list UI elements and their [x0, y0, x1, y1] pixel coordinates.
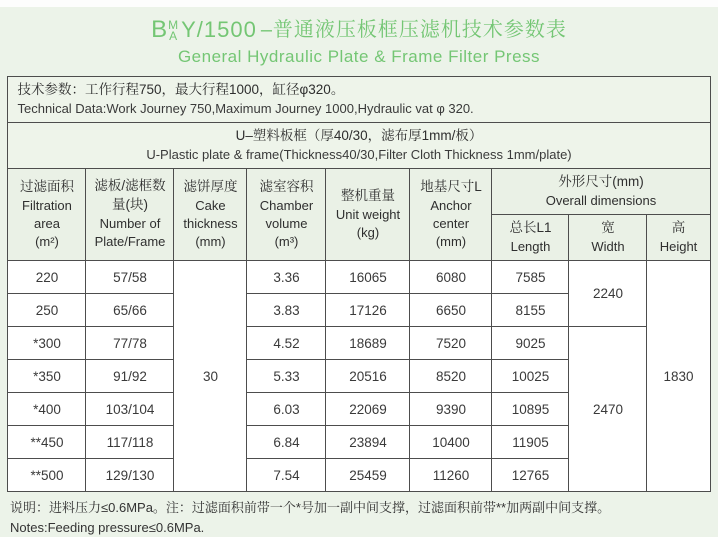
cell-width-top: 2240 — [569, 261, 647, 327]
cell-unit-weight: 18689 — [326, 327, 410, 360]
header-filtration-unit: (m²) — [35, 234, 59, 249]
col-header-length — [492, 214, 569, 260]
title-model-stack — [168, 20, 178, 42]
cell-filtration-area: **450 — [8, 426, 86, 459]
cell-length: 9025 — [492, 327, 569, 360]
cell-filtration-area: *350 — [8, 360, 86, 393]
title-prefix: B — [151, 16, 168, 43]
cell-plate-count: 91/92 — [86, 360, 174, 393]
cell-unit-weight: 17126 — [326, 294, 410, 327]
col-header-plate-count — [86, 168, 174, 260]
col-header-anchor-center — [410, 168, 492, 260]
cell-unit-weight: 25459 — [326, 459, 410, 492]
cell-anchor-center: 10400 — [410, 426, 492, 459]
header-plates-en2: Plate/Frame — [94, 234, 166, 250]
cell-filtration-area: 220 — [8, 261, 86, 294]
cell-anchor-center: 6080 — [410, 261, 492, 294]
col-header-chamber-volume — [247, 168, 326, 260]
cell-width-bottom: 2470 — [569, 327, 647, 492]
header-length-cn: 总长L1 — [509, 219, 552, 235]
col-header-width — [569, 214, 647, 260]
spec-table — [7, 76, 710, 492]
header-cake-cn: 滤饼厚度 — [183, 178, 238, 194]
tech-params-row — [8, 77, 710, 122]
cell-plate-count: 117/118 — [86, 426, 174, 459]
col-header-unit-weight — [326, 168, 410, 260]
cell-unit-weight: 22069 — [326, 393, 410, 426]
tech-params-en: Technical Data:Work Journey 750,Maximum Journey 1000,Hydraulic vat φ 320. — [17, 100, 474, 116]
header-height-en: Height — [659, 238, 698, 254]
col-header-filtration-area — [8, 168, 86, 260]
header-filtration-cn: 过滤面积 — [19, 178, 74, 194]
header-plates-cn1: 滤板/滤框数 — [94, 178, 166, 194]
plate-frame-cell — [8, 122, 710, 168]
title-english: General Hydraulic Plate & Frame Filter Press — [177, 47, 541, 67]
footer-notes — [10, 498, 708, 537]
header-cake-unit: (mm) — [195, 234, 226, 249]
header-cake-en2: thickness — [183, 215, 238, 231]
col-header-height — [647, 214, 710, 260]
header-width-en: Width — [591, 238, 625, 254]
cell-length: 11905 — [492, 426, 569, 459]
page-title — [0, 17, 718, 67]
cell-filtration-area: *300 — [8, 327, 86, 360]
cell-length: 7585 — [492, 261, 569, 294]
cell-plate-count: 57/58 — [86, 261, 174, 294]
header-plates-en1: Number of — [99, 216, 161, 232]
notes-en: Notes:Feeding pressure≤0.6MPa. — [10, 519, 205, 535]
title-line-main — [0, 17, 718, 43]
cell-chamber-volume: 6.03 — [247, 393, 326, 426]
header-plates-cn2: 量(块) — [111, 197, 148, 213]
table-row — [8, 327, 710, 360]
header-weight-en: Unit weight — [335, 206, 401, 222]
cell-plate-count: 129/130 — [86, 459, 174, 492]
cell-filtration-area: **500 — [8, 459, 86, 492]
header-filtration-en: Filtration area — [22, 197, 72, 231]
plate-frame-cn: U–塑料板框（厚40/30，滤布厚1mm/板） — [235, 127, 483, 143]
cell-length: 8155 — [492, 294, 569, 327]
cell-chamber-volume: 5.33 — [247, 360, 326, 393]
cell-plate-count: 103/104 — [86, 393, 174, 426]
tech-params-cn: 技术参数：工作行程750，最大行程1000，缸径φ320。 — [17, 82, 345, 98]
plate-frame-row — [8, 122, 710, 168]
header-height-cn: 高 — [671, 219, 686, 235]
cell-unit-weight: 16065 — [326, 261, 410, 294]
cell-anchor-center: 7520 — [410, 327, 492, 360]
col-header-cake-thickness — [174, 168, 247, 260]
title-stack-bottom: A — [169, 29, 178, 44]
header-overall-cn: 外形尺寸(mm) — [558, 173, 644, 189]
header-weight-unit: (kg) — [356, 224, 380, 240]
cell-length: 10025 — [492, 360, 569, 393]
header-row-top — [8, 168, 710, 214]
col-header-overall-dimensions — [492, 168, 710, 214]
cell-filtration-area: 250 — [8, 294, 86, 327]
top-strip — [0, 0, 718, 7]
header-anchor-unit: (mm) — [435, 234, 467, 249]
header-weight-cn: 整机重量 — [340, 187, 395, 203]
header-overall-en: Overall dimensions — [545, 192, 657, 208]
cell-chamber-volume: 7.54 — [247, 459, 326, 492]
cell-plate-count: 65/66 — [86, 294, 174, 327]
cell-unit-weight: 23894 — [326, 426, 410, 459]
header-chamber-en1: Chamber — [259, 197, 314, 213]
cell-height: 1830 — [647, 261, 710, 492]
title-chinese: –普通液压板框压滤机技术参数表 — [260, 19, 567, 42]
notes-cn: 说明：进料压力≤0.6MPa。注：过滤面积前带一个*号加一副中间支撑，过滤面积前带**加两副中间支撑。 — [10, 500, 611, 516]
tech-params-cell — [8, 77, 710, 122]
cell-chamber-volume: 3.36 — [247, 261, 326, 294]
header-anchor-en2: center — [432, 215, 470, 231]
cell-anchor-center: 11260 — [410, 459, 492, 492]
header-chamber-en2: volume — [265, 215, 308, 231]
plate-frame-en: U-Plastic plate & frame(Thickness40/30,Filter Cloth Thickness 1mm/plate) — [146, 147, 572, 163]
header-anchor-cn: 地基尺寸L — [420, 178, 482, 194]
cell-length: 12765 — [492, 459, 569, 492]
header-chamber-unit: (m³) — [274, 234, 299, 249]
cell-chamber-volume: 3.83 — [247, 294, 326, 327]
cell-cake-thickness: 30 — [174, 261, 247, 492]
cell-length: 10895 — [492, 393, 569, 426]
cell-plate-count: 77/78 — [86, 327, 174, 360]
cell-filtration-area: *400 — [8, 393, 86, 426]
header-chamber-cn: 滤室容积 — [259, 178, 314, 194]
cell-chamber-volume: 6.84 — [247, 426, 326, 459]
header-cake-en1: Cake — [195, 197, 226, 213]
header-length-en: Length — [510, 238, 551, 254]
cell-unit-weight: 20516 — [326, 360, 410, 393]
cell-chamber-volume: 4.52 — [247, 327, 326, 360]
cell-anchor-center: 8520 — [410, 360, 492, 393]
title-model: Y/1500 — [181, 17, 257, 43]
header-anchor-en1: Anchor — [430, 197, 472, 213]
title-stack-top: M — [168, 18, 179, 33]
table-row — [8, 261, 710, 294]
header-width-cn: 宽 — [601, 219, 615, 235]
cell-anchor-center: 9390 — [410, 393, 492, 426]
cell-anchor-center: 6650 — [410, 294, 492, 327]
